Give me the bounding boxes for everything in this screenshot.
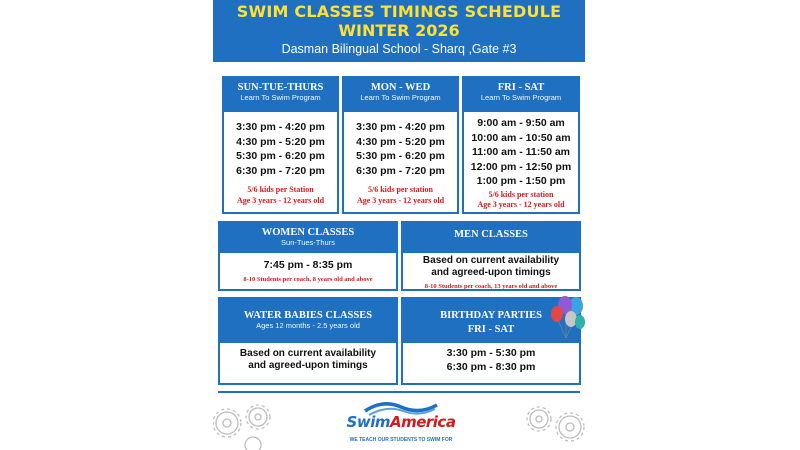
logo-america-text: America [389, 413, 456, 431]
time-slot: 4:30 pm - 5:20 pm [236, 135, 325, 148]
group-size-note: 8-10 Students per coach, 13 years old and above [424, 283, 558, 290]
card-title: WOMEN CLASSES [261, 227, 355, 238]
time-slot: 7:45 pm - 8:35 pm [263, 259, 353, 271]
age-note: Age 3 years - 12 years old [356, 195, 445, 205]
time-slot: 6:30 pm - 7:20 pm [356, 164, 445, 177]
card-header [220, 223, 396, 253]
card-header [220, 299, 396, 343]
card-subtitle: Learn To Swim Program [240, 93, 321, 102]
card-title: BIRTHDAY PARTIES [440, 310, 542, 321]
availability-text [220, 343, 396, 372]
time-slot: 11:00 am - 11:50 am [471, 146, 571, 158]
card-days: FRI - SAT [467, 324, 515, 335]
time-slot: 3:30 pm - 5:30 pm [446, 347, 536, 359]
card-subtitle: Learn To Swim Program [360, 93, 441, 102]
season-title: WINTER 2026 [338, 21, 460, 40]
time-slot: 1:00 pm - 1:50 pm [476, 175, 566, 187]
age-note: Age 3 years - 12 years old [477, 200, 565, 209]
group-size-note: 5/6 kids per station [368, 185, 433, 194]
card-title: MEN CLASSES [454, 229, 528, 240]
time-slot: 3:30 pm - 4:20 pm [236, 121, 325, 133]
time-slot: 5:30 pm - 6:20 pm [236, 150, 325, 162]
swimamerica-logo [341, 399, 461, 450]
card-title: WATER BABIES CLASSES [243, 310, 373, 321]
women-classes-card [218, 221, 398, 291]
water-babies-card [218, 297, 398, 385]
logo-wordmark [341, 413, 461, 431]
footer-divider [218, 391, 580, 393]
schedule-card-sun-tue-thurs [222, 76, 339, 214]
schedule-card-mon-wed [342, 76, 459, 214]
time-slot: 12:00 pm - 12:50 pm [470, 160, 572, 173]
availability-line: and agreed-upon timings [248, 360, 368, 371]
availability-line: and agreed-upon timings [431, 267, 551, 278]
card-title: FRI - SAT [497, 82, 545, 93]
time-slot: 6:30 pm - 7:20 pm [236, 164, 325, 177]
card-title: MON - WED [370, 82, 431, 93]
gears-decoration-icon [213, 395, 283, 450]
page-title: SWIM CLASSES TIMINGS SCHEDULE [236, 2, 562, 21]
time-list [403, 343, 579, 374]
group-size-note: 8-10 Students per coach, 8 years old and above [243, 275, 373, 283]
time-slot: 10:00 am - 10:50 am [471, 131, 571, 144]
time-slot: 3:30 pm - 4:20 pm [356, 121, 445, 133]
time-slot: 5:30 pm - 6:20 pm [356, 150, 445, 162]
time-list [344, 112, 457, 178]
time-list [464, 112, 578, 189]
group-size-note: 5/6 kids per station [488, 189, 554, 199]
schedule-card-fri-sat [462, 76, 580, 214]
location-text: Dasman Bilingual School - Sharq ,Gate #3 [281, 42, 517, 56]
availability-line: Based on current availability [422, 255, 560, 266]
card-subtitle: Learn To Swim Program [480, 93, 562, 102]
balloons-icon [546, 292, 585, 340]
schedule-poster [213, 0, 585, 450]
time-list [224, 112, 337, 178]
header-banner [213, 0, 585, 62]
card-title: SUN-TUE-THURS [237, 82, 324, 93]
logo-tagline: WE TEACH OUR STUDENTS TO SWIM FOR [349, 437, 453, 443]
availability-line: Based on current availability [239, 348, 377, 359]
gears-decoration-icon [515, 395, 585, 450]
age-note: Age 3 years - 12 years old [236, 195, 325, 205]
group-size-note: 5/6 kids per Station [247, 185, 314, 194]
card-subtitle: Ages 12 months - 2.5 years old [256, 321, 360, 330]
card-header [344, 78, 457, 112]
time-slot: 9:00 am - 9:50 am [477, 117, 565, 129]
time-slot: 4:30 pm - 5:20 pm [356, 135, 445, 148]
logo-swim-text: Swim [346, 413, 390, 431]
availability-text [403, 253, 579, 279]
time-slot: 6:30 pm - 8:30 pm [446, 361, 536, 373]
card-subtitle: Sun-Tues-Thurs [281, 238, 335, 247]
men-classes-card [401, 221, 581, 291]
card-header [224, 78, 337, 112]
card-header [403, 223, 579, 253]
card-header [464, 78, 578, 112]
